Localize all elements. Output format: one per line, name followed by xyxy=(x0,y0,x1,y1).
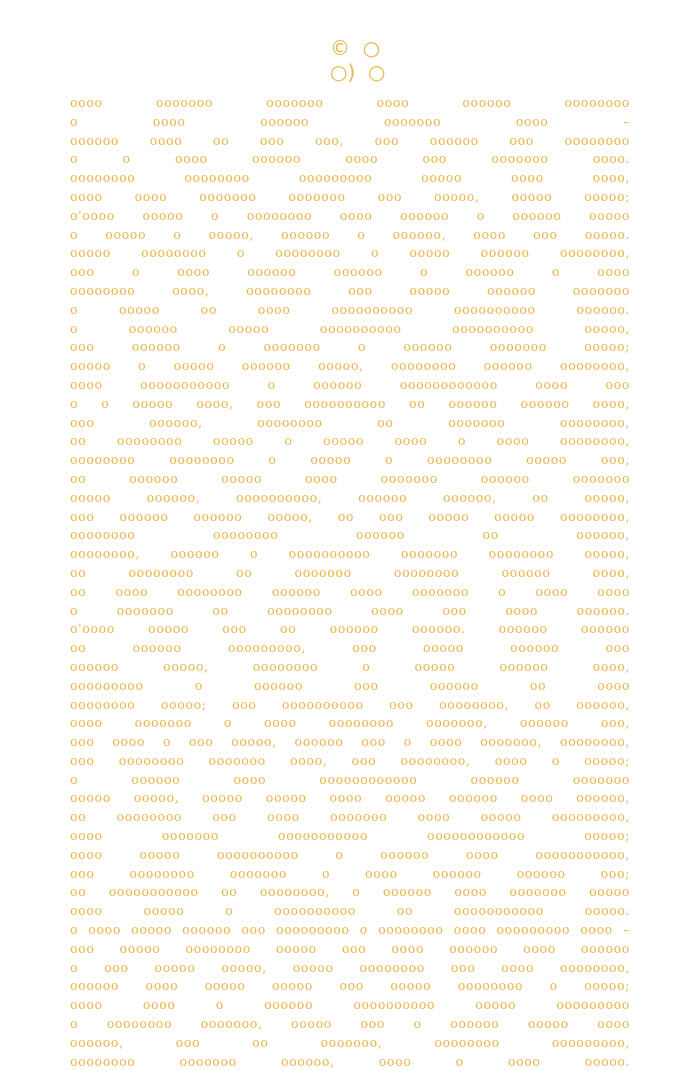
text-line: ooooo o ooooo oooooo ooooo, oooooooo oooooo oooooooo, xyxy=(70,358,630,374)
text-line: o'oooo ooooo ooo oo oooooo oooooo. oooooo oooooo xyxy=(70,621,630,637)
text-line: ooo oooooo o ooooooo o oooooo ooooooo ooooo; xyxy=(70,339,630,355)
text-line: oo oooooooo ooooo o ooooo oooo o oooo oooooooo, xyxy=(70,433,630,449)
text-line: o'oooo ooooo o oooooooo oooo oooooo o oooooo ooooo xyxy=(70,207,630,223)
text-line: oooooooo, oooooo o oooooooooo ooooooo oooooooo ooooo, xyxy=(70,546,630,562)
text-line: ooo oooooooo ooooooo oooo, ooo oooooooo, oooo o ooooo; xyxy=(70,752,630,768)
text-line: o ooooo o ooooo, oooooo o oooooo, oooo ooo ooooo. xyxy=(70,226,630,242)
text-line: oo oooooooo ooo oooo ooooooo oooo ooooo ooooooooo, xyxy=(70,809,630,825)
text-line: oooooooo ooooooo oooooo, oooo o oooo ooooo. xyxy=(70,1053,630,1069)
text-line: oooo ooooooo o oooo oooooooo ooooooo, oooooo ooo, xyxy=(70,715,630,731)
text-line: oooo ooooo oooooooooo o oooooo oooo ooooooooooo, xyxy=(70,846,630,862)
text-line: oooo ooooooo ooooooo oooo oooooo oooooooo xyxy=(70,95,630,110)
text-line: ooooo ooooo, ooooo ooooo oooo ooooo oooooo oooo oooooo, xyxy=(70,790,630,806)
text-line: oo oooooooo oo ooooooo oooooooo oooooo oooo, xyxy=(70,564,630,580)
header-glyph-line-1: © ○ xyxy=(330,36,381,60)
text-line: o oooo ooooo oooooo ooo ooooooooo o oooooooo oooo ooooooooo oooo – xyxy=(70,922,630,938)
text-line: oo oooooo ooooo oooo ooooooo oooooo ooooooo xyxy=(70,470,630,486)
text-line: o ooooooo oo oooooooo oooo ooo oooo oooooo. xyxy=(70,602,630,618)
text-line: oooooo ooooo, oooooooo o ooooo oooooo oooo, xyxy=(70,658,630,674)
text-line: oooooooo ooooo; ooo oooooooooo ooo oooooooo, oo oooooo, xyxy=(70,696,630,712)
text-line: oooooo oooo oo ooo ooo, ooo oooooo ooo oooooooo xyxy=(70,132,630,148)
text-line: oo oooooo ooooooooo, ooo ooooo oooooo ooo xyxy=(70,640,630,656)
text-line: oooo ooooooooooo o oooooo oooooooooooo oooo ooo xyxy=(70,376,630,392)
text-line: o ooo ooooo ooooo, ooooo oooooooo ooo oooo oooooooo, xyxy=(70,959,630,975)
text-line: ooo oooooo, oooooooo oo ooooooo oooooooo, xyxy=(70,414,630,430)
text-line: oo ooooooooooo oo oooooooo, o oooooo oooo ooooooo ooooo xyxy=(70,884,630,900)
text-line: ooooo oooooo, oooooooooo, oooooo oooooo, oo ooooo, xyxy=(70,489,630,505)
text-line: ooo ooooo oooooooo ooooo ooo oooo oooooo oooo oooooo xyxy=(70,940,630,956)
text-line: oooo oooo o oooooo oooooooooo ooooo ooooooooo xyxy=(70,997,630,1013)
text-line: ooooo oooooooo o oooooooo o ooooo oooooo oooooooo, xyxy=(70,245,630,261)
text-line: oooooo, ooo oo ooooooo, oooooooo ooooooooo, xyxy=(70,1034,630,1050)
text-line: ooooooooo o oooooo ooo oooooo oo oooo xyxy=(70,677,630,693)
text-line: oooooooo oooo, oooooooo ooo ooooo oooooo ooooooo xyxy=(70,282,630,298)
text-line: oooo ooooo o oooooooooo oo ooooooooooo ooooo. xyxy=(70,903,630,919)
header-glyphs xyxy=(330,36,390,84)
text-line: ooo o oooo oooooo oooooo o oooooo o oooo xyxy=(70,264,630,280)
text-line: ooo oooooooo ooooooo o oooo oooooo oooooo ooo; xyxy=(70,865,630,881)
text-line: oo oooo oooooooo oooooo oooo ooooooo o oooo oooo xyxy=(70,583,630,599)
text-line: oooooo oooo ooooo ooooo ooo ooooo oooooooo o ooooo; xyxy=(70,978,630,994)
text-line: oooooooo oooooooo ooooooooo ooooo oooo oooo, xyxy=(70,170,630,186)
text-line: o o ooooo oooo, ooo oooooooooo oo oooooo oooooo oooo, xyxy=(70,395,630,411)
text-line: ooo oooo o ooo ooooo, oooooo ooo o oooo ooooooo, oooooooo, xyxy=(70,734,630,750)
text-line: oooooooo oooooooo oooooo oo oooooo, xyxy=(70,527,630,543)
text-line: o oooooooo ooooooo, ooooo ooo o oooooo ooooo oooo xyxy=(70,1016,630,1032)
text-line: o oooo oooooo ooooooo oooo – xyxy=(70,113,630,129)
text-line: o ooooo oo oooo oooooooooo oooooooooo oooooo. xyxy=(70,301,630,317)
body-text xyxy=(70,94,630,1071)
text-line: o o oooo oooooo oooo ooo ooooooo oooo. xyxy=(70,151,630,167)
text-line: oooooooo oooooooo o ooooo o oooooooo ooooo ooo, xyxy=(70,452,630,468)
text-line: o oooooo ooooo oooooooooo oooooooooo ooooo, xyxy=(70,320,630,336)
text-line: oooo oooo ooooooo ooooooo ooo ooooo, ooooo ooooo; xyxy=(70,188,630,204)
text-line: oooo ooooooo ooooooooooo oooooooooooo ooooo; xyxy=(70,828,630,844)
text-line: o oooooo oooo oooooooooooo oooooo ooooooo xyxy=(70,771,630,787)
header-glyph-line-2: ○) ○ xyxy=(330,60,386,84)
text-line: ooo oooooo oooooo ooooo, oo ooo ooooo ooooo oooooooo, xyxy=(70,508,630,524)
